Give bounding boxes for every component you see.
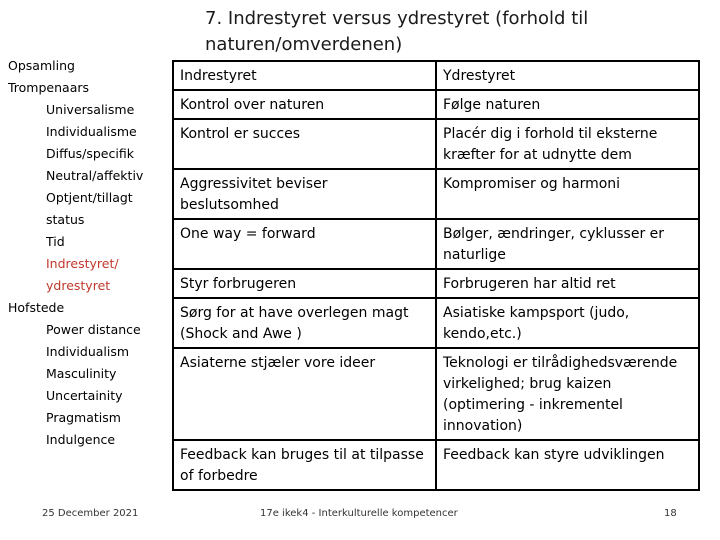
sidebar-item: status [46,212,85,227]
sidebar-item: Uncertainity [46,388,123,403]
cell-indrestyret: Sørg for at have overlegen magt (Shock and Awe ) [173,298,436,348]
sidebar-item: Trompenaars [8,80,90,95]
sidebar-item: ydrestyret [46,278,111,293]
table-row [173,269,699,298]
table-row [173,219,699,269]
cell-indrestyret: Asiaterne stjæler vore ideer [173,348,436,440]
cell-ydrestyret: Placér dig i forhold til eksterne kræfter for at udnytte dem [436,119,699,169]
table-header-row [173,61,699,90]
cell-ydrestyret: Teknologi er tilrådighedsværende virkelighed; brug kaizen (optimering - inkrementel innovation) [436,348,699,440]
cell-ydrestyret: Feedback kan styre udviklingen [436,440,699,490]
cell-indrestyret: One way = forward [173,219,436,269]
sidebar-item: Pragmatism [46,410,121,425]
comparison-table [172,60,700,491]
cell-indrestyret: Kontrol er succes [173,119,436,169]
sidebar-item: Optjent/tillagt [46,190,133,205]
footer-date: 25 December 2021 [42,508,139,519]
sidebar-item: Opsamling [8,58,75,73]
table-row [173,90,699,119]
header-ydrestyret: Ydrestyret [436,61,699,90]
footer-page-number: 18 [664,508,677,519]
cell-ydrestyret: Kompromiser og harmoni [436,169,699,219]
sidebar-item: Individualisme [46,124,137,139]
table-row [173,169,699,219]
cell-indrestyret: Feedback kan bruges til at tilpasse of forbedre [173,440,436,490]
sidebar-item: Indrestyret/ [46,256,119,271]
sidebar-item: Indulgence [46,432,116,447]
sidebar-item: Universalisme [46,102,135,117]
sidebar-item: Tid [46,234,65,249]
sidebar-item: Diffus/specifik [46,146,134,161]
table-row [173,440,699,490]
cell-indrestyret: Aggressivitet beviser beslutsomhed [173,169,436,219]
sidebar-item: Power distance [46,322,141,337]
sidebar-item: Neutral/affektiv [46,168,144,183]
header-indrestyret: Indrestyret [173,61,436,90]
cell-indrestyret: Styr forbrugeren [173,269,436,298]
table-row [173,119,699,169]
table-row [173,348,699,440]
sidebar-item: Hofstede [8,300,65,315]
cell-indrestyret: Kontrol over naturen [173,90,436,119]
cell-ydrestyret: Asiatiske kampsport (judo, kendo,etc.) [436,298,699,348]
table-row [173,298,699,348]
sidebar-outline [8,55,158,451]
sidebar-item: Masculinity [46,366,117,381]
cell-ydrestyret: Følge naturen [436,90,699,119]
cell-ydrestyret: Bølger, ændringer, cyklusser er naturlige [436,219,699,269]
sidebar-item: Individualism [46,344,130,359]
slide-title: 7. Indrestyret versus ydrestyret (forhold til naturen/omverdenen) [205,8,589,55]
cell-ydrestyret: Forbrugeren har altid ret [436,269,699,298]
footer-course-name: 17e ikek4 - Interkulturelle kompetencer [260,508,458,519]
